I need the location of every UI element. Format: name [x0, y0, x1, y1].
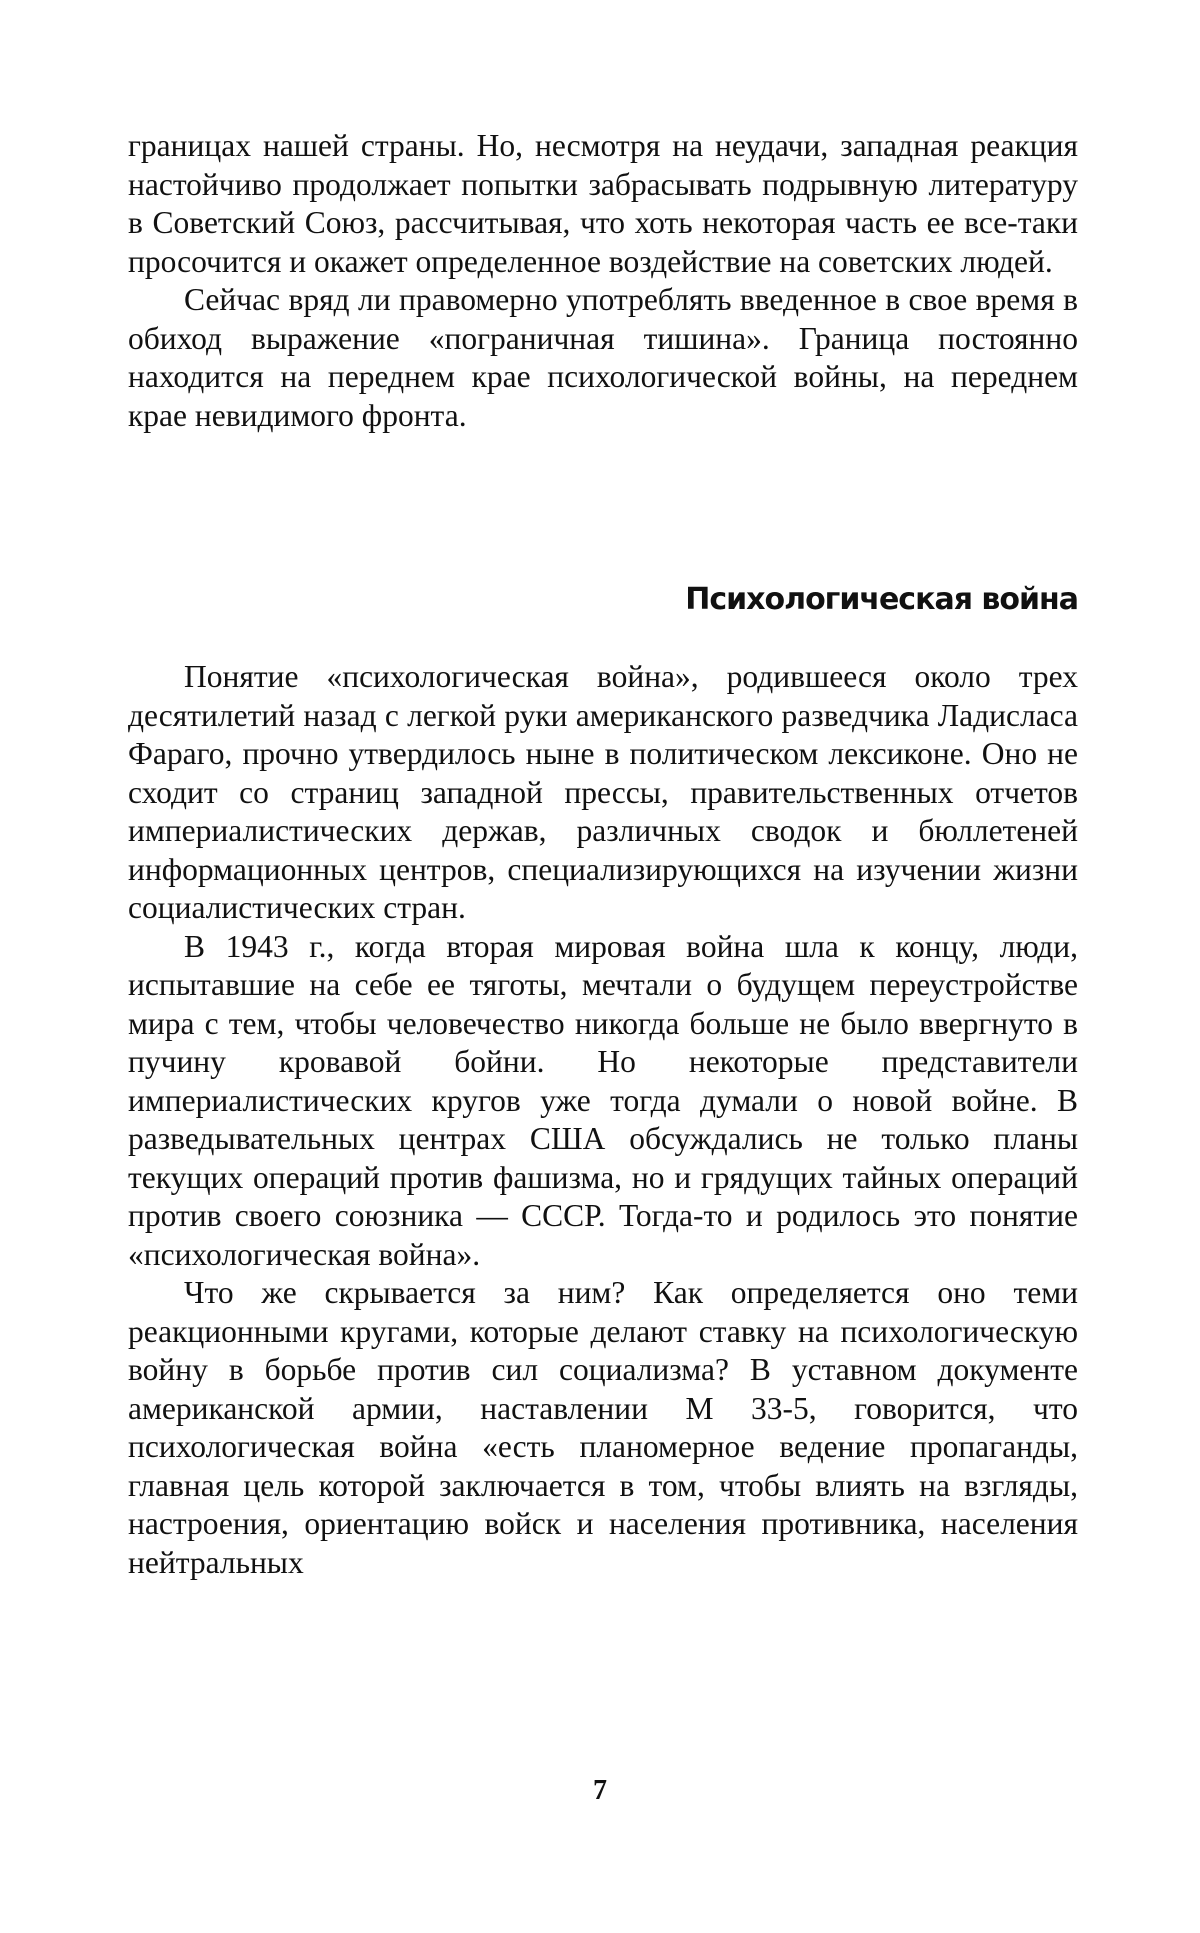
paragraph: Понятие «психологическая война», родившееся около трех десятилетий назад с легкой руки американского разведчика Ладисласа Фараго, прочно утвердилось ныне в политическом лексиконе. Оно не сходит со страниц западной прессы, правительственных отчетов империалистических держав, различных сводок и бюллетеней информационных центров, специализирующихся на изучении жизни социалистических стран. [128, 659, 1078, 925]
paragraph: В 1943 г., когда вторая мировая война шла к концу, люди, испытавшие на себе ее тяготы, мечтали о будущем переустройстве мира с тем, чтобы человечество никогда больше не было ввергнуто в пучину кровавой бойни. Но некоторые представители империалистических кругов уже тогда думали о новой войне. В разведывательных центрах США обсуждались не только планы текущих операций против фашизма, но и грядущих тайных операций против своего союзника — СССР. Тогда-то и родилось это понятие «психологическая война». [128, 928, 1078, 1272]
paragraph: границах нашей страны. Но, несмотря на неудачи, западная реакция настойчиво продолжает попытки забрасывать подрывную литературу в Советский Союз, рассчитывая, что хоть некоторая часть ее все-таки просочится и окажет определенное воздействие на советских людей. [128, 128, 1078, 279]
paragraph: Что же скрывается за ним? Как определяется оно теми реакционными кругами, которые делают ставку на психологическую войну в борьбе против сил социализма? В уставном документе американской армии, наставлении М 33-5, говорится, что психологическая война «есть планомерное ведение пропаганды, главная цель которой заключается в том, чтобы влиять на взгляды, настроения, ориентацию войск и населения противника, населения нейтральных [128, 1275, 1078, 1580]
paragraph: Сейчас вряд ли правомерно употреблять введенное в свое время в обиход выражение «пограничная тишина». Граница постоянно находится на переднем крае психологической войны, на переднем крае невидимого фронта. [128, 282, 1078, 433]
page-number: 7 [593, 1775, 607, 1806]
top-text-block [128, 127, 1078, 435]
section-heading: Психологическая война [685, 582, 1078, 617]
section-text-block [128, 658, 1078, 1582]
